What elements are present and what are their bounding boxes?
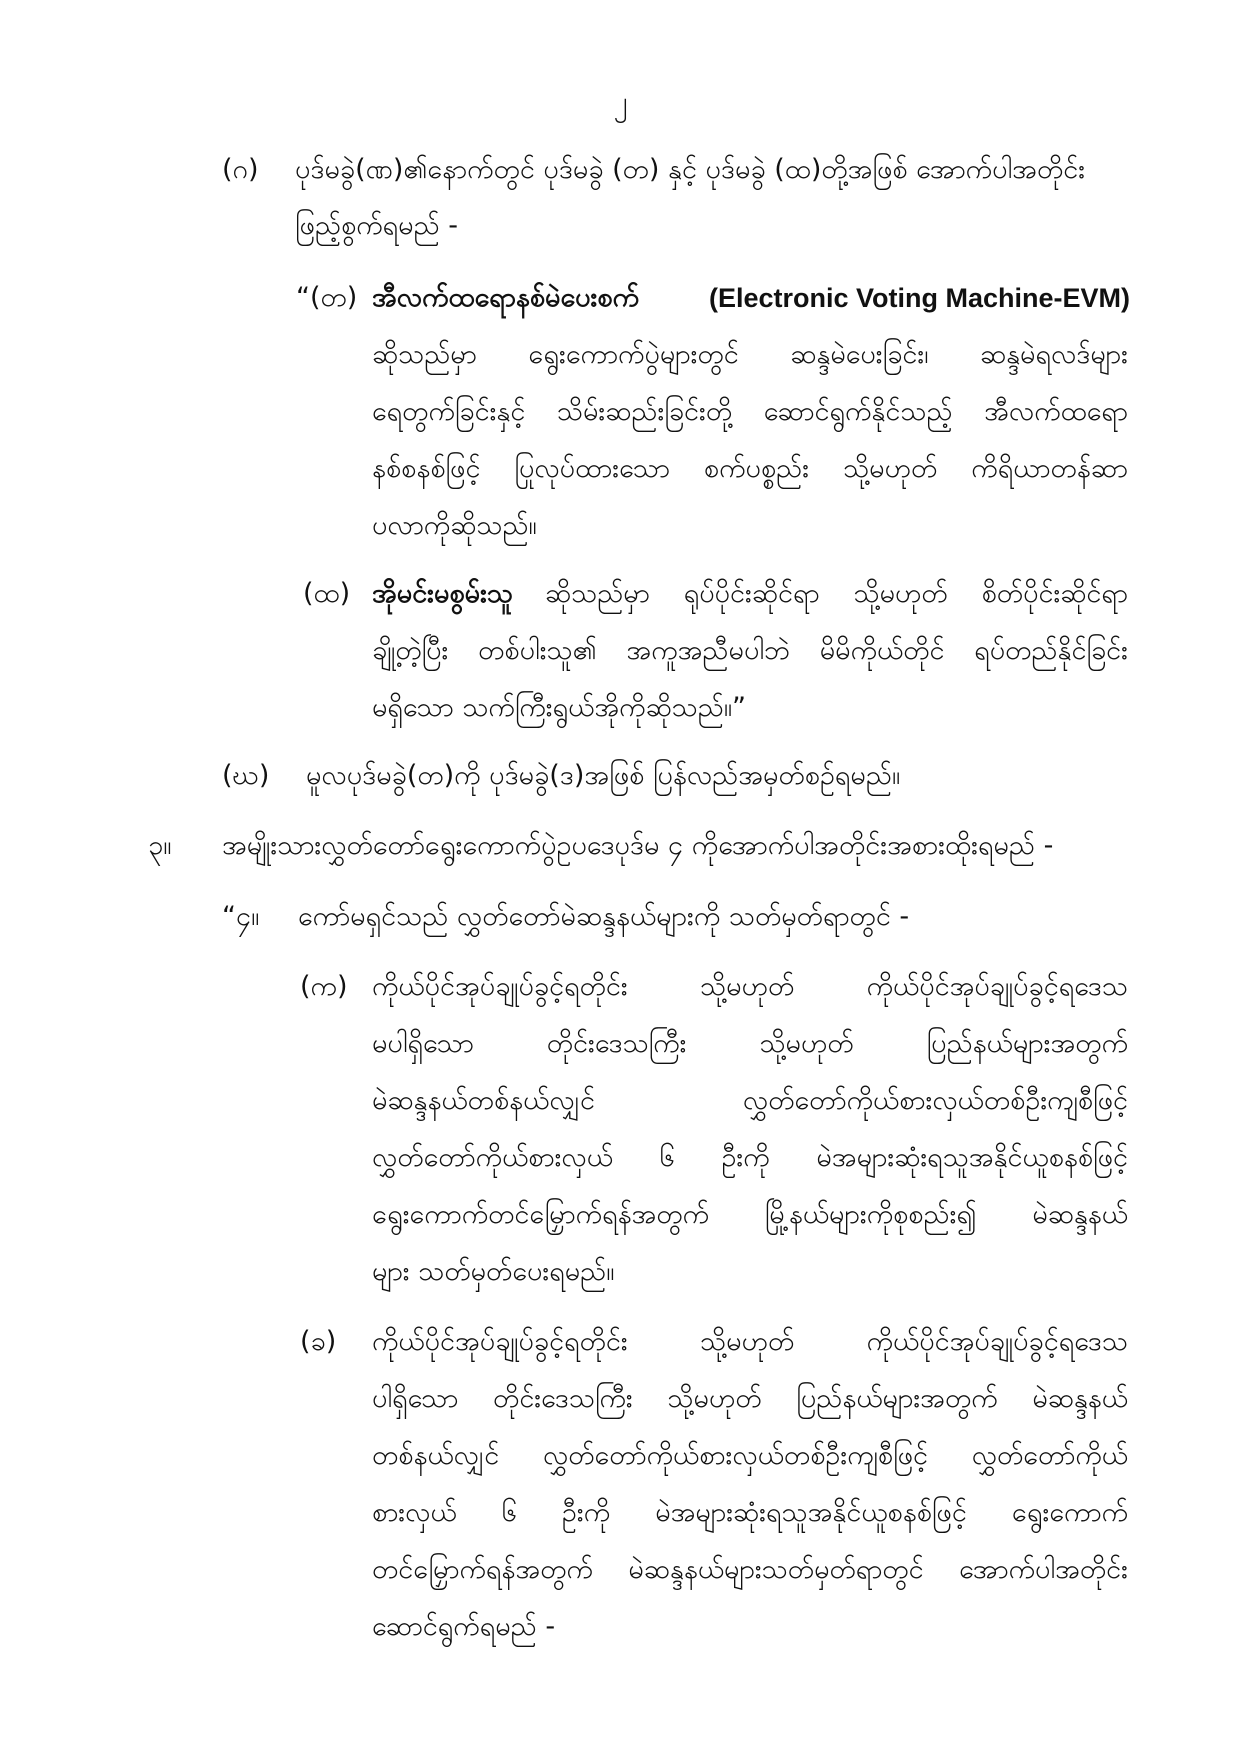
def-hta-line-1: ဆိုသည်မှာ ရုပ်ပိုင်းဆိုင်ရာ သို့မဟုတ် စိတ်ပိုင်းဆိုင်ရာ [545, 578, 1128, 609]
item-ga-line-2: ဖြည့်စွက်ရမည် - [295, 210, 459, 241]
def-ta-line-3: နစ်စနစ်ဖြင့် ပြုလုပ်ထားသော စက်ပစ္စည်း သို့မဟုတ် ကိရိယာတန်ဆာ [372, 453, 1128, 484]
item-gha-text: မူလပုဒ်မခွဲ(တ)ကို ပုဒ်မခွဲ(ဒ)အဖြစ် ပြန်လည်အမှတ်စဉ်ရမည်။ [306, 760, 901, 791]
item-ga-marker: (ဂ) [222, 154, 259, 185]
def-hta-line-3: မရှိသော သက်ကြီးရွယ်အိုကိုဆိုသည်။” [372, 692, 747, 723]
sub-kha-line-2: ပါရှိသော တိုင်းဒေသကြီး သို့မဟုတ် ပြည်နယ်များအတွက် မဲဆန္ဒနယ် [372, 1383, 1128, 1414]
def-hta-line-2: ချို့တဲ့ပြီး တစ်ပါးသူ၏ အကူအညီမပါဘဲ မိမိကိုယ်တိုင် ရပ်တည်နိုင်ခြင်း [372, 635, 1128, 666]
item-ga-line-1: ပုဒ်မခွဲ(ဏ)၏နောက်တွင် ပုဒ်မခွဲ (တ) နှင့် ပုဒ်မခွဲ (ထ)တို့အဖြစ် အောက်ပါအတိုင်း [295, 154, 1086, 185]
sub-ka-marker: (က) [300, 971, 348, 1002]
def-ta-line-4: ပလာကိုဆိုသည်။ [372, 510, 537, 541]
section-2-text: အမျိုးသားလွှတ်တော်ရွေးကောက်ပွဲဥပဒေပုဒ်မ ၄ ကိုအောက်ပါအတိုင်းအစားထိုးရမည် - [222, 830, 1054, 861]
sub-kha-line-6: ဆောင်ရွက်ရမည် - [372, 1611, 556, 1642]
def-ta-term-english: (Electronic Voting Machine-EVM) [708, 283, 1130, 313]
section-4-number: “၄။ [222, 901, 260, 932]
def-ta-line-2: ရေတွက်ခြင်းနှင့် သိမ်းဆည်းခြင်းတို့ ဆောင်ရွက်နိုင်သည့် အီလက်ထရော [372, 396, 1128, 427]
section-4-text: ကော်မရှင်သည် လွှတ်တော်မဲဆန္ဒနယ်များကို သတ်မှတ်ရာတွင် - [298, 901, 910, 932]
section-2-number: ၃။ [148, 830, 172, 861]
def-hta-marker: (ထ) [303, 578, 351, 609]
item-gha-marker: (ဃ) [222, 760, 270, 791]
sub-ka-line-6: များ သတ်မှတ်ပေးရမည်။ [372, 1256, 615, 1287]
sub-ka-line-5: ရွေးကောက်တင်မြှောက်ရန်အတွက် မြို့နယ်များကိုစုစည်း၍ မဲဆန္ဒနယ် [372, 1199, 1128, 1230]
def-ta-line-1: ဆိုသည်မှာ ရွေးကောက်ပွဲများတွင် ဆန္ဒမဲပေးခြင်း၊ ဆန္ဒမဲရလဒ်များ [372, 339, 1128, 370]
sub-kha-line-3: တစ်နယ်လျှင် လွှတ်တော်ကိုယ်စားလှယ်တစ်ဦးကျစီဖြင့် လွှတ်တော်ကိုယ် [372, 1440, 1128, 1471]
sub-ka-line-1: ကိုယ်ပိုင်အုပ်ချုပ်ခွင့်ရတိုင်း သို့မဟုတ် ကိုယ်ပိုင်အုပ်ချုပ်ခွင့်ရဒေသ [372, 971, 1128, 1002]
def-hta-term: အိုမင်းမစွမ်းသူ [372, 578, 514, 609]
sub-kha-line-5: တင်မြှောက်ရန်အတွက် မဲဆန္ဒနယ်များသတ်မှတ်ရာတွင် အောက်ပါအတိုင်း [372, 1554, 1128, 1585]
def-ta-marker: “(တ) [296, 282, 358, 313]
sub-ka-line-2: မပါရှိသော တိုင်းဒေသကြီး သို့မဟုတ် ပြည်နယ်များအတွက် [372, 1028, 1128, 1059]
page-number: ၂ [613, 85, 628, 118]
sub-kha-line-4: စားလှယ် ၆ ဦးကို မဲအများဆုံးရသူအနိုင်ယူစနစ်ဖြင့် ရွေးကောက် [372, 1497, 1128, 1528]
sub-kha-line-1: ကိုယ်ပိုင်အုပ်ချုပ်ခွင့်ရတိုင်း သို့မဟုတ် ကိုယ်ပိုင်အုပ်ချုပ်ခွင့်ရဒေသ [372, 1326, 1128, 1357]
sub-ka-line-3: မဲဆန္ဒနယ်တစ်နယ်လျှင် လွှတ်တော်ကိုယ်စားလှယ်တစ်ဦးကျစီဖြင့် [372, 1085, 1128, 1116]
def-ta-term: အီလက်ထရောနစ်မဲပေးစက် [372, 282, 639, 313]
sub-kha-marker: (ခ) [300, 1326, 337, 1357]
sub-ka-line-4: လွှတ်တော်ကိုယ်စားလှယ် ၆ ဦးကို မဲအများဆုံးရသူအနိုင်ယူစနစ်ဖြင့် [372, 1142, 1128, 1173]
